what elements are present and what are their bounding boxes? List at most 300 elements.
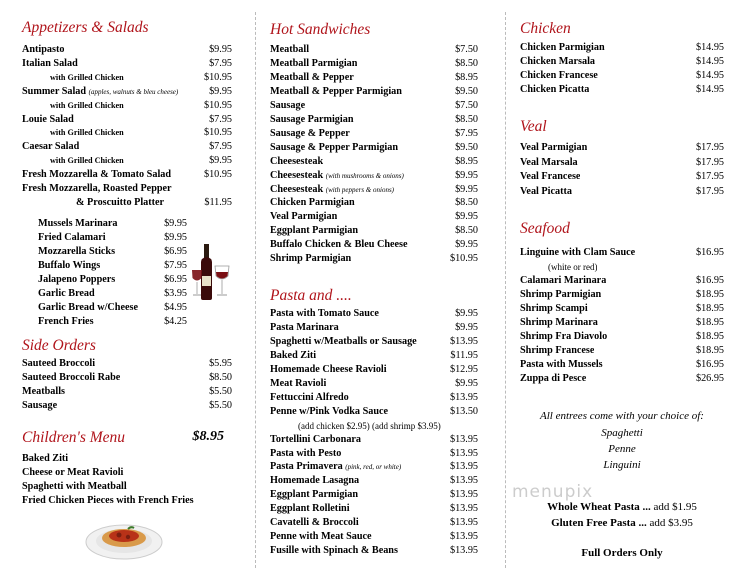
menu-item-label: Linguine with Clam Sauce (520, 247, 636, 258)
menu-item (520, 70, 724, 82)
menu-item (520, 261, 724, 274)
menu-item-label: Summer Salad (22, 85, 87, 97)
menu-item-label: Caesar Salad (22, 141, 80, 153)
menu-item-name (22, 386, 65, 398)
menu-item-label: Eggplant Parmigian (270, 225, 359, 237)
menu-item (270, 114, 478, 126)
menu-item-label: Baked Ziti (270, 349, 317, 361)
menu-item-name (520, 261, 597, 274)
menu-item (520, 157, 724, 169)
menu-item-name (270, 253, 351, 265)
menu-item-price: $14.95 (695, 42, 724, 53)
menu-item-label: Pasta Marinara (270, 321, 339, 333)
menu-item-name (270, 239, 408, 251)
menu-item (270, 86, 478, 98)
menu-item-name (270, 545, 398, 557)
menu-item-price: $7.95 (209, 141, 232, 153)
menu-item-price: $17.95 (695, 156, 724, 168)
menu-item-note: (pink, red, or white) (345, 463, 402, 472)
menu-item (520, 373, 724, 385)
menu-item-name (270, 72, 354, 84)
menu-item-name (270, 420, 441, 433)
menu-item-label: Fusille with Spinach & Beans (270, 545, 398, 557)
menu-item-label: Mussels Marinara (38, 218, 118, 229)
menu-item-name (270, 170, 404, 182)
menu-item-name (270, 489, 358, 501)
full-orders-note: Full Orders Only (581, 547, 663, 559)
menu-item-name (520, 359, 603, 371)
menu-item-price: $10.95 (203, 169, 232, 181)
menu-item-price: $13.95 (449, 335, 478, 347)
menu-item (270, 211, 478, 223)
appetizers-heading: Appetizers & Salads (22, 19, 149, 36)
menu-item-price: $9.50 (455, 141, 478, 153)
menu-item-label: Fried Calamari (38, 232, 106, 243)
menu-item-price: $10.95 (449, 253, 478, 265)
menu-item (520, 303, 724, 315)
menu-item (270, 545, 478, 557)
menu-item-label: Cavatelli & Broccoli (270, 517, 359, 529)
menu-item-name (270, 128, 350, 140)
menu-item (270, 461, 478, 473)
menu-item-name (38, 288, 95, 300)
extra-gluten-free (520, 517, 724, 529)
menu-item (38, 302, 187, 314)
menu-item-label: Sausage (270, 99, 306, 111)
menu-item (22, 358, 232, 370)
menu-item-name (270, 406, 388, 418)
entree-choice-linguini: Linguini (603, 459, 641, 471)
menu-item-name (270, 44, 309, 56)
menu-item-price: $16.95 (695, 275, 724, 286)
menu-item-name (270, 531, 372, 543)
menu-item-label: Shrimp Francese (520, 345, 595, 356)
hot-sandwiches-heading: Hot Sandwiches (270, 21, 371, 38)
menu-item (38, 288, 187, 300)
pasta-heading: Pasta and .... (270, 287, 352, 304)
menu-item (270, 448, 478, 460)
menu-item-name (38, 316, 94, 328)
menu-item (270, 489, 478, 501)
menu-item-label: Sausage Parmigian (270, 113, 354, 125)
menu-item-label: Meatball (270, 44, 310, 55)
menu-item-label: with Grilled Chicken (50, 156, 124, 166)
menu-item-label: Italian Salad (22, 57, 78, 69)
menu-item-price: $6.95 (164, 274, 187, 285)
menu-item-price: $17.95 (695, 171, 724, 182)
menu-item-label: Pasta with Tomato Sauce (270, 308, 379, 319)
menu-item-label: Meat Ravioli (270, 377, 327, 389)
wine-bottle-icon (192, 242, 234, 302)
menu-item-label: Eggplant Rolletini (270, 503, 350, 515)
menu-item-label: Chicken Picatta (520, 84, 590, 95)
menu-item-name (22, 400, 57, 412)
menu-item-label: Garlic Bread w/Cheese (38, 302, 138, 313)
menu-item-price: $9.95 (209, 85, 232, 97)
menu-item-name (270, 100, 305, 112)
menu-item-name (270, 211, 337, 223)
menu-item-name (270, 336, 417, 348)
menu-item-name (270, 184, 394, 196)
menu-item-label: with Grilled Chicken (50, 100, 124, 110)
menu-item-name (270, 434, 361, 446)
menu-item-label: Shrimp Marinara (520, 317, 598, 328)
menu-item-price: $8.50 (455, 57, 478, 69)
menu-item-price: $18.95 (695, 331, 724, 342)
extra-gluten-free-label: Gluten Free Pasta ... (551, 517, 647, 529)
menu-item-label: Cheesesteak (270, 183, 324, 195)
menu-item-price: $7.50 (455, 99, 478, 111)
menu-item-price: $9.95 (455, 321, 478, 333)
menu-item-name (520, 142, 587, 154)
menu-item-name (520, 289, 601, 301)
menu-item-price: $6.95 (164, 246, 187, 257)
menu-item-label: Meatball & Pepper Parmigian (270, 85, 402, 97)
menu-item (270, 225, 478, 237)
menu-item-label: with Grilled Chicken (50, 128, 124, 138)
menu-item-price: $10.95 (203, 99, 232, 111)
menu-item-label: Sausage (22, 400, 58, 411)
menu-item-label: Spaghetti w/Meatballs or Sausage (270, 335, 417, 347)
menu-item-price: $17.95 (695, 185, 724, 197)
menu-item-name (270, 86, 402, 98)
menu-item-name (22, 372, 120, 384)
menu-item-label: Pasta Primavera (270, 461, 343, 473)
menu-item-name (38, 274, 115, 286)
menu-item-label: Sausage & Pepper (270, 127, 350, 139)
menu-item-label: Antipasto (22, 44, 65, 55)
menu-item (270, 44, 478, 56)
menu-item-price: $9.95 (209, 155, 232, 167)
menu-item-price: $17.95 (695, 142, 724, 153)
menu-item-label: Meatball Parmigian (270, 57, 358, 69)
childrens-menu-item: Spaghetti with Meatball (22, 481, 127, 492)
menu-item-label: Cheesesteak (270, 155, 324, 167)
menu-item-label: Chicken Francese (520, 70, 598, 81)
menu-item (520, 317, 724, 329)
menu-item-name (520, 331, 607, 343)
menu-item-label: Pasta with Pesto (270, 447, 342, 459)
extra-whole-wheat-price: add $1.95 (653, 501, 697, 513)
menu-item-name (520, 157, 578, 169)
extra-whole-wheat-label: Whole Wheat Pasta ... (547, 501, 651, 513)
menu-item (520, 171, 724, 183)
column-right (512, 0, 724, 580)
menu-item-name (270, 308, 379, 320)
menu-item (520, 331, 724, 343)
menu-item-label: Shrimp Scampi (520, 303, 588, 314)
menu-item-name (38, 218, 118, 230)
menu-item-label: with Grilled Chicken (50, 72, 124, 82)
menu-item-price: $9.95 (164, 218, 187, 229)
menu-item-label: Meatball & Pepper (270, 71, 354, 83)
menu-item-label: Penne with Meat Sauce (270, 531, 372, 543)
menu-item-label: Sauteed Broccoli (22, 358, 96, 369)
menu-item (270, 364, 478, 376)
menu-item-price: $18.95 (695, 289, 724, 300)
menu-item-name (38, 246, 115, 258)
menu-item-label: Meatballs (22, 386, 66, 397)
menu-item (270, 142, 478, 154)
menu-item-price: $7.95 (209, 113, 232, 125)
menu-item-label: & Proscuitto Platter (76, 196, 165, 208)
menu-item-price: $8.50 (455, 113, 478, 125)
veal-heading: Veal (520, 118, 547, 135)
menu-item-price: $9.95 (455, 377, 478, 389)
menu-item-price: $9.50 (455, 85, 478, 97)
menu-item-label: Garlic Bread (38, 288, 95, 299)
menu-item (270, 197, 478, 209)
childrens-menu-price: $8.95 (192, 429, 224, 444)
menu-item-note: (with peppers & onions) (325, 185, 394, 194)
menu-item (270, 531, 478, 543)
menu-item-price: $13.95 (449, 503, 478, 515)
menu-item-label: Fresh Mozzarella, Roasted Pepper (22, 183, 172, 194)
menu-item-price: $10.95 (203, 127, 232, 139)
entrees-note: All entrees come with your choice of: (540, 410, 704, 422)
menu-item-price: $8.50 (455, 197, 478, 209)
menu-item-price: $9.95 (164, 232, 187, 243)
menu-item-price: $3.95 (164, 288, 187, 299)
menu-item-label: Chicken Marsala (520, 56, 595, 67)
menu-item-name (520, 70, 598, 82)
menu-item-price: $4.95 (164, 302, 187, 313)
menu-item-price: $5.50 (209, 386, 232, 397)
menu-item-label: Louie Salad (22, 113, 74, 125)
menu-item-name (270, 448, 341, 460)
menu-item-label: Fresh Mozzarella & Tomato Salad (22, 169, 172, 181)
menu-item-price: $13.95 (449, 475, 478, 487)
entree-choice-penne: Penne (608, 443, 636, 455)
menu-item (270, 406, 478, 418)
menu-item-label: Tortellini Carbonara (270, 433, 362, 445)
menu-item (38, 246, 187, 258)
menu-item (270, 184, 478, 196)
column-middle (270, 0, 478, 580)
menu-item-price: $8.50 (209, 372, 232, 383)
menu-item-note: (with mushrooms & onions) (325, 171, 404, 180)
menu-item-label: Shrimp Parmigian (520, 289, 602, 300)
menu-item (270, 392, 478, 404)
menu-item (38, 232, 187, 244)
menu-item-price: $16.95 (695, 359, 724, 370)
menu-item (270, 72, 478, 84)
menu-item-price: $14.95 (695, 70, 724, 81)
menu-item-price: $13.95 (449, 517, 478, 529)
menu-item-label: Veal Marsala (520, 156, 578, 168)
menu-item-price: $12.95 (449, 363, 478, 375)
menu-item-label: Veal Parmigian (270, 211, 338, 223)
menu-item (270, 322, 478, 334)
menu-item (38, 274, 187, 286)
menu-item-name (270, 322, 339, 334)
menu-item-label: Cheesesteak (270, 169, 324, 181)
menu-item-price: $26.95 (695, 373, 724, 384)
menu-item-name (270, 392, 349, 404)
menu-item-price: $13.95 (449, 489, 478, 501)
menu-item-label: Homemade Lasagna (270, 475, 360, 487)
menu-item-price: $13.95 (449, 461, 478, 473)
menu-item-name (38, 302, 138, 314)
menu-item-price: $13.95 (449, 391, 478, 403)
menu-item-label: Sauteed Broccoli Rabe (22, 372, 121, 383)
childrens-menu-item: Baked Ziti (22, 453, 69, 464)
menu-item-label: Chicken Parmigian (520, 42, 605, 53)
menu-item-name (270, 364, 387, 376)
menu-item-price: $9.95 (455, 183, 478, 195)
menu-item-name (520, 275, 606, 287)
extra-gluten-free-price: add $3.95 (649, 517, 693, 529)
extra-whole-wheat (520, 501, 724, 513)
menu-item (520, 289, 724, 301)
menu-item-name (520, 42, 605, 54)
menu-item (520, 186, 724, 198)
menu-item-label: Jalapeno Poppers (38, 274, 116, 285)
menu-item-label: Zuppa di Pesce (520, 373, 587, 384)
menu-item-name (520, 345, 594, 357)
entree-choice-spaghetti: Spaghetti (601, 427, 643, 439)
menu-item-name (520, 56, 595, 68)
menu-item-price: $7.95 (455, 127, 478, 139)
menu-item-name (520, 186, 572, 198)
menu-item-price: $9.95 (455, 239, 478, 251)
menu-item (520, 42, 724, 54)
menu-item-name (270, 517, 359, 529)
menu-item-name (270, 114, 354, 126)
menu-item-label: Fettuccini Alfredo (270, 391, 349, 403)
menu-item (270, 503, 478, 515)
menu-item (520, 275, 724, 287)
column-divider-right (505, 12, 506, 568)
menu-item (270, 308, 478, 320)
menu-item-price: $5.95 (209, 358, 232, 369)
menu-item-price: $18.95 (695, 317, 724, 328)
menu-item-price: $18.95 (695, 303, 724, 314)
menu-item-price: $13.95 (449, 545, 478, 557)
menu-item-label: Veal Francese (520, 171, 581, 182)
menu-item-label: (white or red) (548, 262, 598, 272)
menu-item-price: $9.95 (455, 169, 478, 181)
menu-item-name (270, 475, 359, 487)
menu-item-price: $13.50 (449, 405, 478, 417)
menu-item-name (520, 171, 580, 183)
menu-item-name (270, 156, 323, 168)
menu-item-price: $13.95 (449, 433, 478, 445)
menu-item-name (270, 225, 358, 237)
menu-item (520, 359, 724, 371)
menu-item-price: $16.95 (695, 247, 724, 258)
menu-item-label: Shrimp Parmigian (270, 253, 352, 265)
menu-item-label: Calamari Marinara (520, 275, 607, 286)
menu-item (270, 58, 478, 70)
childrens-menu-heading: Children's Menu (22, 429, 126, 446)
menu-item-name (520, 317, 598, 329)
menu-item-label: Veal Parmigian (520, 142, 588, 153)
menu-item-price: $9.95 (209, 44, 232, 55)
watermark: menupix (512, 482, 594, 502)
menu-item (38, 316, 187, 328)
menu-item (270, 420, 478, 433)
menu-item (270, 378, 478, 390)
menu-item (520, 142, 724, 154)
menu-item-price: $7.95 (209, 57, 232, 69)
menu-item (270, 350, 478, 362)
column-divider-left (255, 12, 256, 568)
menu-item-name (270, 58, 357, 70)
menu-item-label: Sausage & Pepper Parmigian (270, 141, 399, 153)
menu-item-price: $18.95 (695, 345, 724, 356)
menu-item-label: Buffalo Wings (38, 260, 101, 271)
column-left (22, 0, 232, 580)
menu-item-price: $11.95 (450, 349, 478, 361)
childrens-menu-item: Fried Chicken Pieces with French Fries (22, 495, 194, 506)
menu-item (270, 156, 478, 168)
menu-item-name (270, 197, 355, 209)
menu-item-name (38, 260, 100, 272)
menu-item (38, 218, 187, 230)
menu-item (520, 345, 724, 357)
menu-item-price: $8.95 (455, 71, 478, 83)
menu-item (520, 247, 724, 259)
childrens-menu-item: Cheese or Meat Ravioli (22, 467, 124, 478)
menu-item-price: $14.95 (695, 84, 724, 95)
menu-item (38, 260, 187, 272)
menu-item (22, 372, 232, 384)
small-appetizers-list (38, 0, 187, 580)
menu-item (270, 434, 478, 446)
menu-item-price: $7.95 (164, 260, 187, 271)
menu-item-name (520, 373, 586, 385)
menu-item-price: $9.95 (455, 308, 478, 319)
menu-item-price: $13.95 (449, 531, 478, 543)
menu-item (270, 475, 478, 487)
menu-item (520, 84, 724, 96)
menu-item-price: $10.95 (203, 71, 232, 83)
menu-item (270, 170, 478, 182)
menu-item-label: Eggplant Parmigian (270, 489, 359, 501)
menu-item (22, 386, 232, 398)
seafood-heading: Seafood (520, 220, 570, 237)
menu-item-price: $8.50 (455, 225, 478, 237)
menu-item (22, 400, 232, 412)
menu-item-name (38, 232, 106, 244)
menu-item-note: (apples, walnuts & bleu cheese) (88, 87, 179, 96)
menu-item-price: $8.95 (455, 155, 478, 167)
menu-item-price: $7.50 (455, 44, 478, 55)
menu-item-label: Shrimp Fra Diavolo (520, 331, 608, 342)
menu-item-name (270, 350, 316, 362)
menu-item-label: Pasta with Mussels (520, 359, 603, 370)
spaghetti-plate-image (84, 514, 164, 562)
menu-item-label: Homemade Cheese Ravioli (270, 363, 387, 375)
menu-item-name (520, 247, 635, 259)
menu-item (270, 517, 478, 529)
menu-item-label: Veal Picatta (520, 185, 572, 197)
chicken-heading: Chicken (520, 20, 571, 37)
menu-item-price: $5.50 (209, 400, 232, 411)
menu-item-label: Mozzarella Sticks (38, 246, 116, 257)
menu-item-price: $11.95 (204, 196, 232, 208)
menu-item (270, 336, 478, 348)
menu-item-label: Penne w/Pink Vodka Sauce (270, 405, 389, 417)
menu-item-label: Buffalo Chicken & Bleu Cheese (270, 239, 408, 251)
menu-item-name (520, 84, 589, 96)
menu-item (270, 100, 478, 112)
menu-item-name (22, 358, 95, 370)
menu-item-name (270, 503, 350, 515)
side-orders-heading: Side Orders (22, 337, 96, 354)
menu-item-price: $13.95 (449, 447, 478, 459)
